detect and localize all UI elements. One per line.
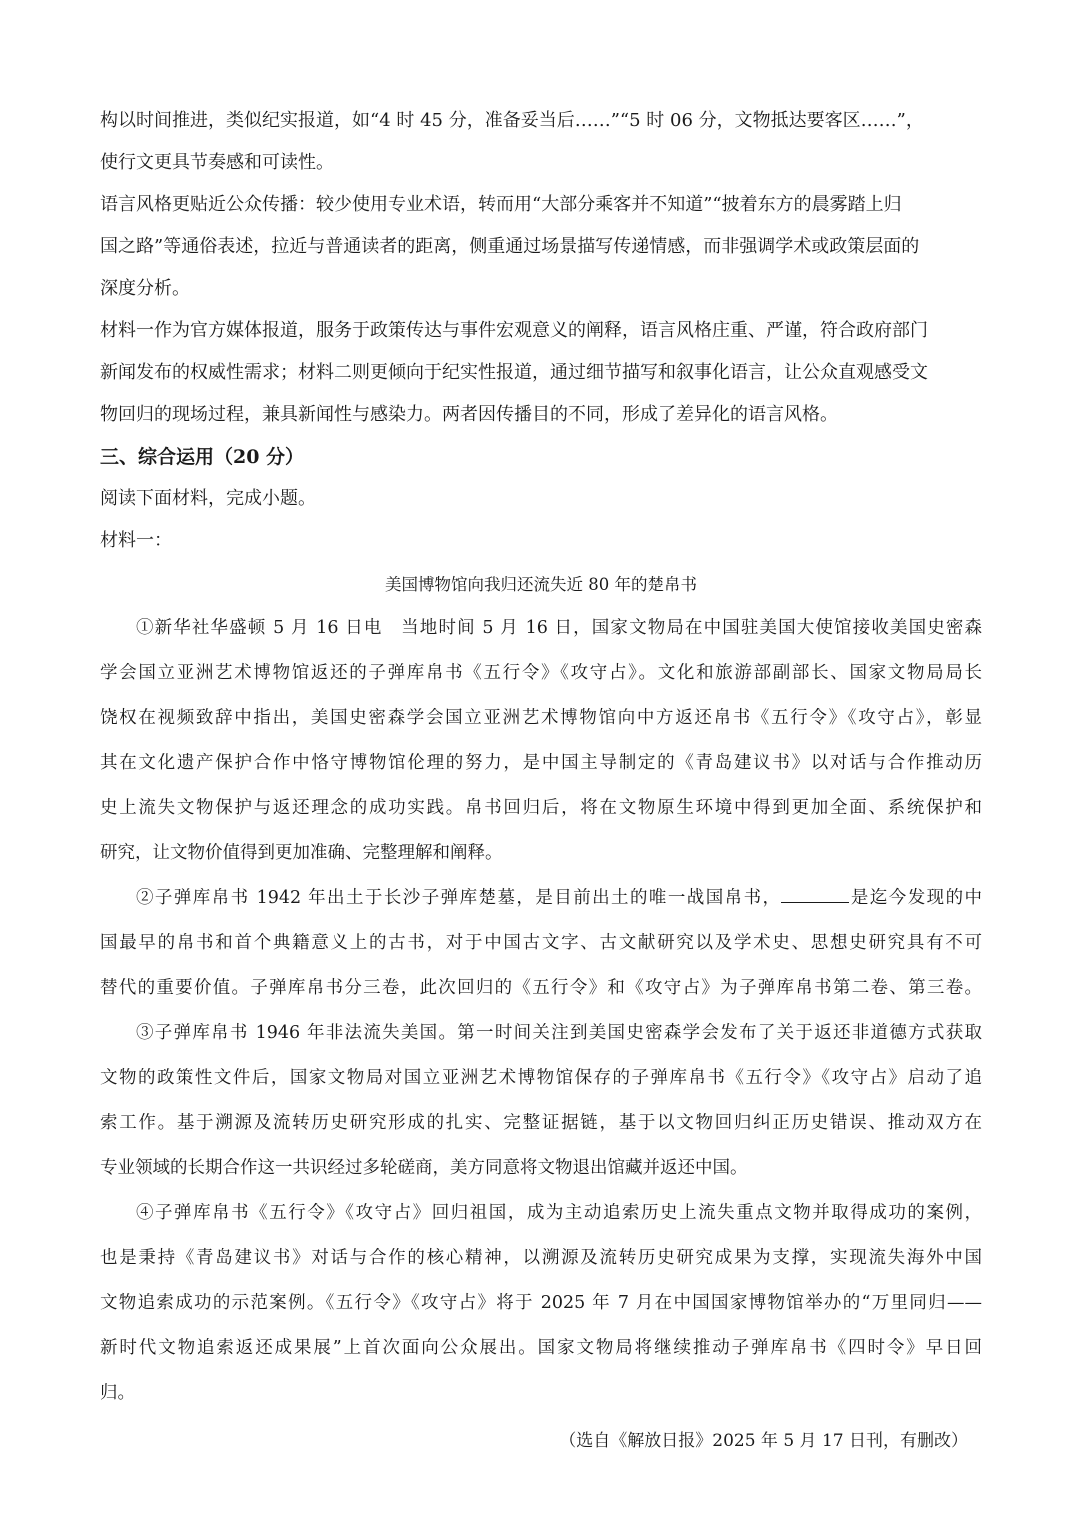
paragraph-line: 专业领域的长期合作这一共识经过多轮磋商，美方同意将文物退出馆藏并返还中国。: [100, 1158, 748, 1178]
paragraph-line: 其在文化遗产保护合作中恪守博物馆伦理的努力，是中国主导制定的《青岛建议书》以对话与合作推动历: [100, 753, 982, 773]
paragraph-line: ③子弹库帛书 1946 年非法流失美国。第一时间关注到美国史密森学会发布了关于返还非道德方式获取: [136, 1023, 982, 1043]
paragraph-1: [100, 606, 982, 876]
paragraph-text: ②子弹库帛书 1942 年出土于长沙子弹库楚墓，是目前出土的唯一战国帛书，: [136, 888, 782, 908]
analysis-line: 国之路”等通俗表述，拉近与普通读者的距离，侧重通过场景描写传递情感，而非强调学术或政策层面的: [100, 236, 920, 257]
paragraph-line: 研究，让文物价值得到更加准确、完整理解和阐释。: [100, 843, 503, 863]
analysis-line: 语言风格更贴近公众传播：较少使用专业术语，转而用“大部分乘客并不知道”“披着东方的晨雾踏上归: [100, 194, 902, 215]
paragraph-line: 学会国立亚洲艺术博物馆返还的子弹库帛书《五行令》《攻守占》。文化和旅游部副部长、国家文物局局长: [100, 663, 982, 683]
analysis-text: [100, 100, 982, 436]
analysis-line: 材料一作为官方媒体报道，服务于政策传达与事件宏观意义的阐释，语言风格庄重、严谨，符合政府部门: [100, 320, 928, 341]
analysis-line: 构以时间推进，类似纪实报道，如“4 时 45 分，准备妥当后……”“5 时 06 分，文物抵达要客区……”，: [100, 110, 924, 131]
paragraph-text: 是迄今发现的中: [849, 888, 982, 908]
paragraph-line: 索工作。基于溯源及流转历史研究形成的扎实、完整证据链，基于以文物回归纠正历史错误、推动双方在: [100, 1113, 982, 1133]
paragraph-line: 替代的重要价值。子弹库帛书分三卷，此次回归的《五行令》和《攻守占》为子弹库帛书第二卷、第三卷。: [100, 978, 982, 998]
section-instruction: 阅读下面材料，完成小题。: [100, 488, 316, 509]
material-label: 材料一：: [100, 530, 172, 551]
paragraph-4: [100, 1191, 982, 1416]
paragraph-line: 归。: [100, 1383, 135, 1403]
paragraph-line: ④子弹库帛书《五行令》《攻守占》回归祖国，成为主动追索历史上流失重点文物并取得成功的案例，: [136, 1203, 982, 1223]
analysis-line: 新闻发布的权威性需求；材料二则更倾向于纪实性报道，通过细节描写和叙事化语言，让公众直观感受文: [100, 362, 928, 383]
article-source: （选自《解放日报》2025 年 5 月 17 日刊，有删改）: [559, 1431, 968, 1451]
paragraph-line: ①新华社华盛顿 5 月 16 日电 当地时间 5 月 16 日，国家文物局在中国驻美国大使馆接收美国史密森: [136, 618, 982, 638]
paragraph-line: 新时代文物追索返还成果展”上首次面向公众展出。国家文物局将继续推动子弹库帛书《四时令》早日回: [100, 1338, 982, 1358]
article-body: [100, 606, 982, 1416]
paragraph-line: 史上流失文物保护与返还理念的成功实践。帛书回归后，将在文物原生环境中得到更加全面、系统保护和: [100, 798, 982, 818]
article-title: 美国博物馆向我归还流失近 80 年的楚帛书: [385, 575, 697, 594]
analysis-line: 深度分析。: [100, 278, 190, 299]
section-title: 三、综合运用（20 分）: [100, 446, 305, 468]
paragraph-2: [100, 876, 982, 1011]
paragraph-line: 文物的政策性文件后，国家文物局对国立亚洲艺术博物馆保存的子弹库帛书《五行令》《攻守占》启动了追: [100, 1068, 982, 1088]
paragraph-3: [100, 1011, 982, 1191]
paragraph-line: 文物追索成功的示范案例。《五行令》《攻守占》将于 2025 年 7 月在中国国家博物馆举办的“万里同归——: [100, 1293, 982, 1313]
paragraph-line: 也是秉持《青岛建议书》对话与合作的核心精神，以溯源及流转历史研究成果为支撑，实现流失海外中国: [100, 1248, 982, 1268]
paragraph-line: 饶权在视频致辞中指出，美国史密森学会国立亚洲艺术博物馆向中方返还帛书《五行令》《攻守占》，彰显: [100, 708, 982, 728]
paragraph-line: [100, 876, 982, 921]
analysis-line: 物回归的现场过程，兼具新闻性与感染力。两者因传播目的不同，形成了差异化的语言风格。: [100, 404, 838, 425]
analysis-line: 使行文更具节奏感和可读性。: [100, 152, 334, 173]
answer-blank[interactable]: [781, 884, 849, 903]
paragraph-line: 国最早的帛书和首个典籍意义上的古书，对于中国古文字、古文献研究以及学术史、思想史研究具有不可: [100, 933, 982, 953]
